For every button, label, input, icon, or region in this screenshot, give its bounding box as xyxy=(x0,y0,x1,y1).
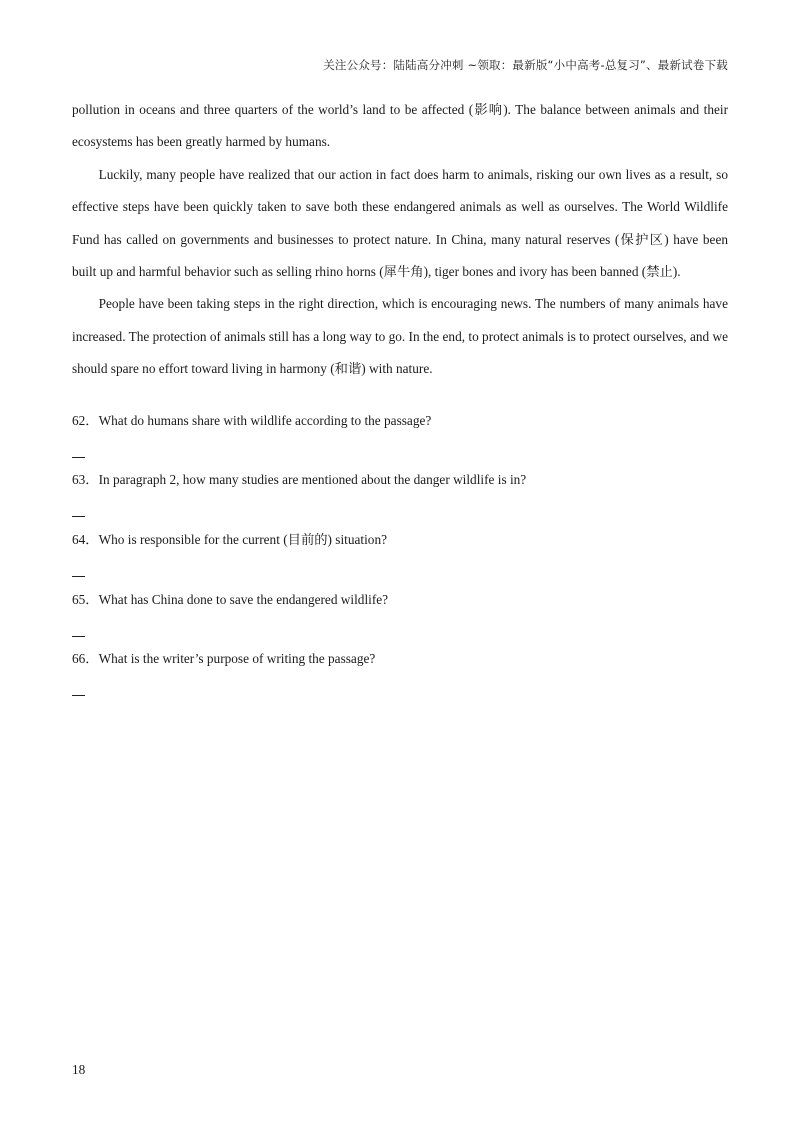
page-number: 18 xyxy=(72,1062,86,1077)
question-66: 66．What is the writer’s purpose of writing the passage? xyxy=(72,651,376,666)
question-63: 63．In paragraph 2, how many studies are mentioned about the danger wildlife is in? xyxy=(72,472,527,487)
question-64: 64．Who is responsible for the current (目前的) situation? xyxy=(72,532,387,547)
page-header: 关注公众号：陆陆高分冲刺 ~领取：最新版“小中高考-总复习”、最新试卷下载 xyxy=(323,58,728,72)
passage xyxy=(72,94,728,386)
answer-blank-66[interactable] xyxy=(72,695,85,696)
passage-paragraph-2: Luckily, many people have realized that our action in fact does harm to animals, risking our own lives as a result, so effective steps have been quickly taken to save both these endangered animals as well as ourselves. The World Wildlife Fund has called on governments and businesses to protect nature. In China, many natural reserves (保护区) have been built up and harmful behavior such as selling rhino horns (犀牛角), tiger bones and ivory has been banned (禁止). xyxy=(72,166,728,280)
answer-blank-64[interactable] xyxy=(72,576,85,577)
passage-paragraph-1: pollution in oceans and three quarters of the world’s land to be affected (影响). The balance between animals and their ecosystems has been greatly harmed by humans. xyxy=(72,102,728,150)
passage-paragraph-3: People have been taking steps in the right direction, which is encouraging news. The numbers of many animals have increased. The protection of animals still has a long way to go. In the end, to protect animals is to protect ourselves, and we should spare no effort toward living in harmony (和谐) with nature. xyxy=(72,296,728,377)
question-62: 62．What do humans share with wildlife according to the passage? xyxy=(72,413,432,428)
answer-blank-65[interactable] xyxy=(72,636,85,637)
question-65: 65．What has China done to save the endangered wildlife? xyxy=(72,592,389,607)
answer-blank-62[interactable] xyxy=(72,457,85,458)
answer-blank-63[interactable] xyxy=(72,516,85,517)
